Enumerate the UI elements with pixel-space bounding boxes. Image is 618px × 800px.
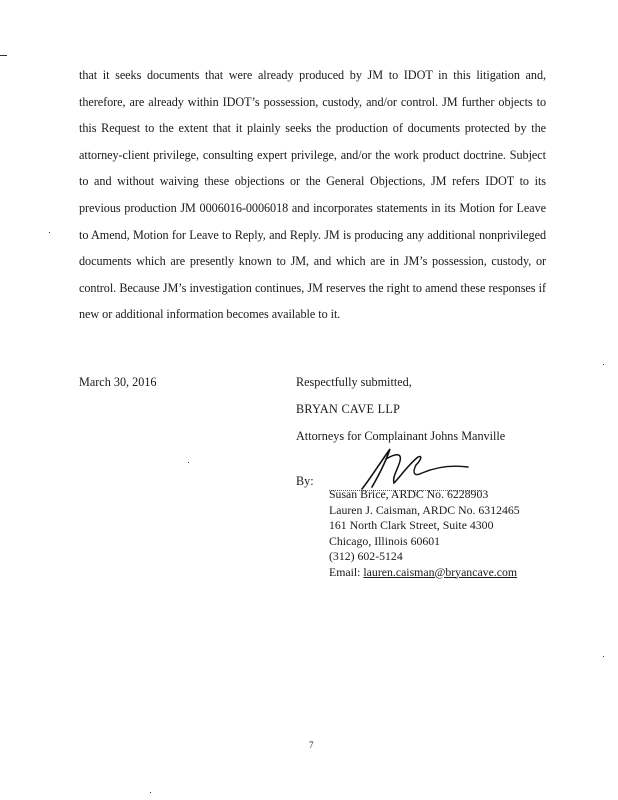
email-link[interactable]: lauren.caisman@bryancave.com [363,564,518,579]
handwritten-signature [356,443,476,493]
paragraph-line: to and without waiving these objections or the General Objections, JM refers IDOT to its [79,174,546,189]
paragraph-line: new or additional information becomes available to it. [79,307,341,322]
paragraph-line: to Amend, Motion for Leave to Reply, and Reply. JM is producing any additional nonprivileged [79,227,546,242]
signature-date: March 30, 2016 [79,375,157,389]
paragraph-line: previous production JM 0006016-0006018 and incorporates statements in its Motion for Leave [79,200,546,215]
address-line-1: 161 North Clark Street, Suite 4300 [329,518,494,532]
paragraph-line: documents which are presently known to JM, and which are in JM’s possession, custody, or [79,254,546,269]
paragraph-line: attorney-client privilege, consulting expert privilege, and/or the work product doctrine. Subject [79,147,546,162]
paragraph-line: therefore, are already within IDOT’s possession, custody, and/or control. JM further objects to [79,94,546,109]
scan-mark [0,55,7,56]
address-line-2: Chicago, Illinois 60601 [329,533,441,548]
scan-mark [603,656,604,657]
response-paragraph [79,62,546,328]
second-attorney: Lauren J. Caisman, ARDC No. 6312465 [329,502,520,517]
signatory-details [329,487,520,580]
email-label: Email: [329,564,364,579]
email-line [329,565,520,581]
scan-mark [188,462,189,463]
page-number: 7 [309,740,314,750]
paragraph-line: that it seeks documents that were already produced by JM to IDOT in this litigation and, [79,68,546,82]
paragraph-line: this Request to the extent that it plainly seeks the production of documents protected by the [79,121,546,136]
signatory-name: Susan Brice, ARDC No. 6228903 [329,487,489,501]
phone-number: (312) 602-5124 [329,549,403,563]
scan-mark [150,792,151,793]
scan-mark [603,364,604,365]
closing: Respectfully submitted, [296,375,412,389]
firm-name: BRYAN CAVE LLP [296,402,401,416]
paragraph-line: control. Because JM’s investigation continues, JM reserves the right to amend these responses if [79,280,546,295]
attorney-role: Attorneys for Complainant Johns Manville [296,429,506,443]
scan-mark [49,232,50,233]
by-label: By: [296,474,314,488]
